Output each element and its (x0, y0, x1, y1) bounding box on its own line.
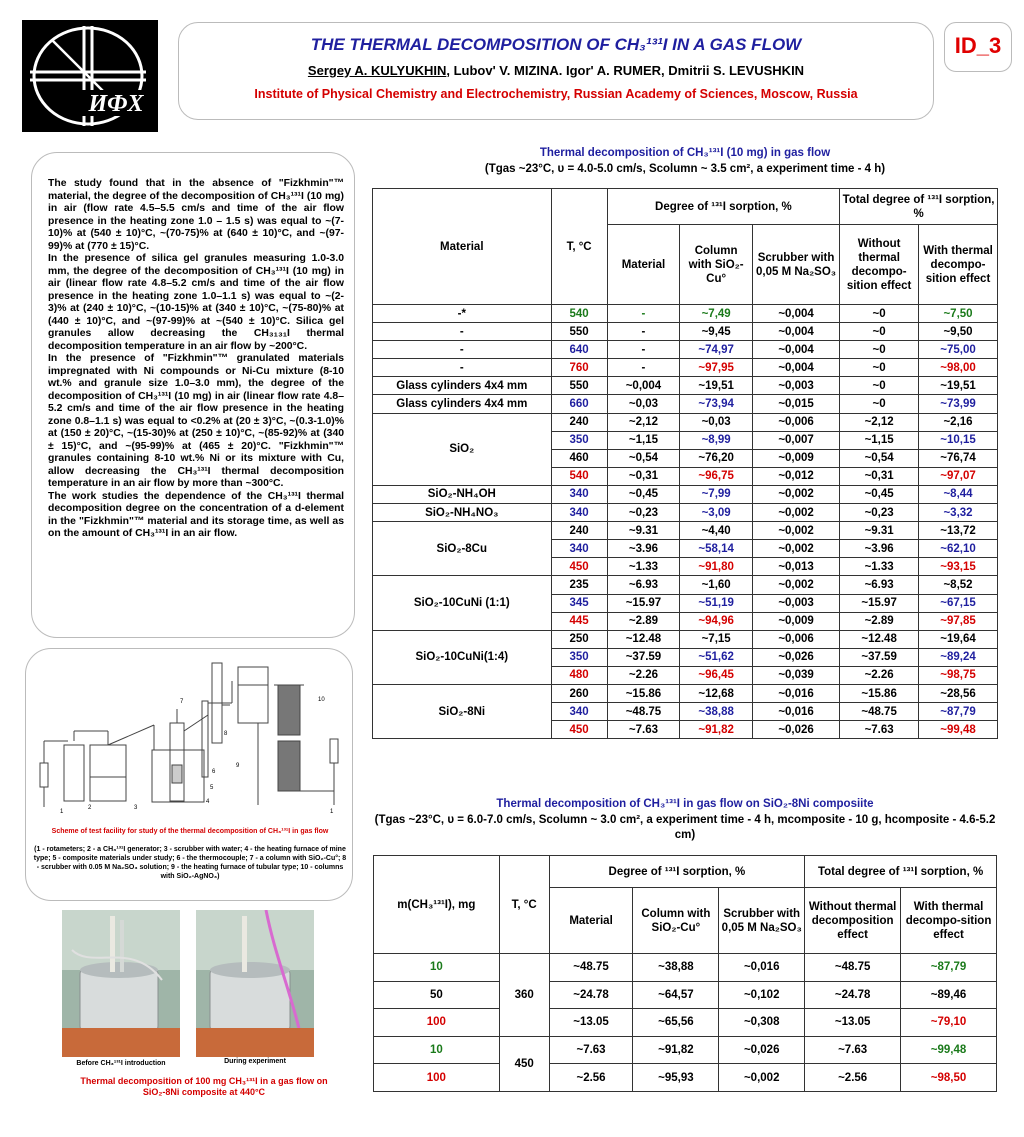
table-row (373, 576, 998, 594)
table2-title: Thermal decomposition of CH₃¹³¹I in gas flow on SiO₂-8Ni composiite (496, 798, 874, 810)
temperature-cell: 660 (551, 395, 607, 413)
temperature-cell: 340 (551, 485, 607, 503)
column-sorption-cell: ~0,03 (680, 413, 753, 431)
t1-sub-without: Without thermal decompo-sition effect (840, 225, 919, 305)
poster-header (178, 22, 934, 120)
total-without-cell: ~0,23 (840, 504, 919, 522)
mass-cell: 50 (374, 981, 500, 1009)
total-with-cell: ~89,46 (901, 981, 997, 1009)
temperature-cell: 540 (551, 305, 607, 323)
total-with-cell: ~97,07 (919, 467, 998, 485)
author-presenting: Sergey A. KULYUKHIN (307, 63, 447, 78)
t1-sub-column: Column with SiO₂-Cu° (680, 225, 753, 305)
table-row (373, 684, 998, 702)
total-without-cell: ~48.75 (840, 703, 919, 721)
total-without-cell: ~2,12 (840, 413, 919, 431)
scheme-panel (25, 648, 353, 901)
table-row (373, 485, 998, 503)
scrubber-sorption-cell: ~0,016 (752, 703, 839, 721)
photo-before (62, 910, 180, 1057)
total-with-cell: ~89,24 (919, 648, 998, 666)
total-without-cell: ~0 (840, 323, 919, 341)
material-sorption-cell: ~0,45 (607, 485, 680, 503)
scheme-label-6: 6 (212, 769, 216, 775)
scrubber-sorption-cell: ~0,102 (719, 981, 805, 1009)
total-without-cell: ~0 (840, 341, 919, 359)
material-sorption-cell: ~1,15 (607, 431, 680, 449)
scheme-label-9: 9 (236, 763, 240, 769)
total-with-cell: ~87,79 (901, 954, 997, 982)
mass-cell: 100 (374, 1064, 500, 1092)
total-with-cell: ~93,15 (919, 558, 998, 576)
temperature-cell: 640 (551, 341, 607, 359)
material-cell: -* (373, 305, 552, 323)
total-with-cell: ~73,99 (919, 395, 998, 413)
material-sorption-cell: ~13.05 (549, 1009, 633, 1037)
t1-header-sorption: Degree of ¹³¹I sorption, % (607, 189, 840, 225)
scrubber-sorption-cell: ~0,006 (752, 413, 839, 431)
column-sorption-cell: ~91,82 (680, 721, 753, 739)
scheme-label-1b: 1 (330, 809, 334, 815)
table1-title-block (372, 143, 998, 177)
column-sorption-cell: ~51,19 (680, 594, 753, 612)
total-without-cell: ~0,45 (840, 485, 919, 503)
material-sorption-cell: ~24.78 (549, 981, 633, 1009)
material-sorption-cell: ~2.89 (607, 612, 680, 630)
abstract-paragraph-1: The study found that in the absence of "Fizkhmin"™ material, the degree of the decomposition of CH₃¹³¹I (10 mg) in air (flow rate 4.5–5.5 cm/s and time of the air flow presence in the heating zone 1.0 – 1.5 s) was equal to ~(7-10)% at (540 ± 10)°C, ~(70-75)% at (640 ± 10)°C, and ~(97-99)% at (770 ± 15)°C. (48, 178, 344, 252)
t2-sub-without: Without thermal decomposition effect (805, 888, 901, 954)
table2-body (374, 954, 997, 1092)
material-cell: - (373, 341, 552, 359)
total-with-cell: ~98,00 (919, 359, 998, 377)
mass-cell: 100 (374, 1009, 500, 1037)
total-with-cell: ~87,79 (919, 703, 998, 721)
total-with-cell: ~76,74 (919, 449, 998, 467)
total-with-cell: ~8,52 (919, 576, 998, 594)
table-row (373, 341, 998, 359)
t1-sub-with: With thermal decompo-sition effect (919, 225, 998, 305)
scrubber-sorption-cell: ~0,002 (719, 1064, 805, 1092)
total-without-cell: ~48.75 (805, 954, 901, 982)
scrubber-sorption-cell: ~0,009 (752, 449, 839, 467)
total-with-cell: ~79,10 (901, 1009, 997, 1037)
column-sorption-cell: ~3,09 (680, 504, 753, 522)
scrubber-sorption-cell: ~0,026 (719, 1036, 805, 1064)
column-sorption-cell: ~38,88 (680, 703, 753, 721)
scheme-label-4: 4 (206, 799, 210, 805)
total-with-cell: ~10,15 (919, 431, 998, 449)
test-facility-scheme (34, 655, 346, 827)
temperature-cell: 550 (551, 323, 607, 341)
scrubber-sorption-cell: ~0,003 (752, 377, 839, 395)
material-sorption-cell: - (607, 341, 680, 359)
material-sorption-cell: ~15.86 (607, 684, 680, 702)
total-without-cell: ~0 (840, 377, 919, 395)
scrubber-sorption-cell: ~0,039 (752, 666, 839, 684)
column-sorption-cell: ~51,62 (680, 648, 753, 666)
institute: Institute of Physical Chemistry and Electrochemistry, Russian Academy of Sciences, Moscow, Russia (254, 87, 858, 101)
table-row (373, 359, 998, 377)
material-cell: - (373, 359, 552, 377)
scrubber-sorption-cell: ~0,007 (752, 431, 839, 449)
temperature-cell: 360 (499, 954, 549, 1037)
temperature-cell: 450 (551, 558, 607, 576)
temperature-cell: 340 (551, 540, 607, 558)
total-with-cell: ~98,50 (901, 1064, 997, 1092)
column-sorption-cell: ~38,88 (633, 954, 719, 982)
material-sorption-cell: ~7.63 (607, 721, 680, 739)
t2-header-sorption: Degree of ¹³¹I sorption, % (549, 856, 805, 888)
column-sorption-cell: ~9,45 (680, 323, 753, 341)
temperature-cell: 235 (551, 576, 607, 594)
scrubber-sorption-cell: ~0,004 (752, 341, 839, 359)
temperature-cell: 450 (551, 721, 607, 739)
scrubber-sorption-cell: ~0,026 (752, 721, 839, 739)
temperature-cell: 350 (551, 431, 607, 449)
material-cell: SiO₂-10CuNi(1:4) (373, 630, 552, 684)
temperature-cell: 445 (551, 612, 607, 630)
column-sorption-cell: ~97,95 (680, 359, 753, 377)
table1-title: Thermal decomposition of CH₃¹³¹I (10 mg) in gas flow (539, 147, 831, 159)
scrubber-sorption-cell: ~0,004 (752, 359, 839, 377)
total-without-cell: ~9.31 (840, 522, 919, 540)
total-without-cell: ~15.97 (840, 594, 919, 612)
scheme-label-1: 1 (60, 809, 64, 815)
total-without-cell: ~0 (840, 359, 919, 377)
scrubber-sorption-cell: ~0,009 (752, 612, 839, 630)
table2-title-block (373, 794, 997, 843)
mass-cell: 10 (374, 1036, 500, 1064)
table2 (373, 855, 997, 1092)
material-cell: Glass cylinders 4x4 mm (373, 395, 552, 413)
column-sorption-cell: ~4,40 (680, 522, 753, 540)
scrubber-sorption-cell: ~0,002 (752, 522, 839, 540)
temperature-cell: 240 (551, 522, 607, 540)
total-with-cell: ~99,48 (901, 1036, 997, 1064)
total-with-cell: ~9,50 (919, 323, 998, 341)
temperature-cell: 460 (551, 449, 607, 467)
material-sorption-cell: ~0,004 (607, 377, 680, 395)
total-without-cell: ~0 (840, 305, 919, 323)
mass-cell: 10 (374, 954, 500, 982)
scrubber-sorption-cell: ~0,006 (752, 630, 839, 648)
column-sorption-cell: ~96,75 (680, 467, 753, 485)
total-without-cell: ~2.89 (840, 612, 919, 630)
total-without-cell: ~6.93 (840, 576, 919, 594)
column-sorption-cell: ~64,57 (633, 981, 719, 1009)
total-with-cell: ~28,56 (919, 684, 998, 702)
material-sorption-cell: ~3.96 (607, 540, 680, 558)
material-sorption-cell: ~48.75 (549, 954, 633, 982)
poster-id: ID_3 (944, 22, 1012, 72)
material-sorption-cell: ~37.59 (607, 648, 680, 666)
total-with-cell: ~19,51 (919, 377, 998, 395)
table1-body (373, 305, 998, 739)
scheme-label-8: 8 (224, 731, 228, 737)
column-sorption-cell: ~95,93 (633, 1064, 719, 1092)
material-cell: SiO₂-NH₄OH (373, 485, 552, 503)
temperature-cell: 340 (551, 703, 607, 721)
column-sorption-cell: ~1,60 (680, 576, 753, 594)
total-without-cell: ~2.56 (805, 1064, 901, 1092)
temperature-cell: 760 (551, 359, 607, 377)
scrubber-sorption-cell: ~0,308 (719, 1009, 805, 1037)
column-sorption-cell: ~96,45 (680, 666, 753, 684)
total-without-cell: ~0,31 (840, 467, 919, 485)
abstract-paragraph-3: In the presence of "Fizkhmin"™ granulated materials impregnated with Ni compounds or Ni-Cu mixture (8-10 wt.% and granule size 1.0–3.0 mm), the degree of the decomposition of CH₃¹³¹I (10 mg) in air (linear flow rate 4.8–5.2 cm/s and time of the air flow presence in the heating zone 0.8–1.1 s) was equal to <0.2% at (20 ± 3)°C, ~(0.3-1.0)% at (150 ± 20)°C, ~(15-30)% at (250 ± 10)°C, ~(85-92)% at (340 ± 15)°C, and ~(95-99)% at (465 ± 20)°C. "Fizkhmin"™ granules containing 8-10 wt.% Ni or its mixture with Cu, allow decreasing the CH₃¹³¹I thermal decomposition temperature in an air flow by more than ~300°C. (48, 353, 344, 489)
temperature-cell: 480 (551, 666, 607, 684)
column-sorption-cell: ~91,82 (633, 1036, 719, 1064)
photo-during-caption: During experiment (224, 1058, 286, 1065)
abstract-paragraph-4: The work studies the dependence of the CH₃¹³¹I thermal decomposition degree on the concentration of a d-element in the "Fizkhmin"™ material and its storage time, as well as on the amount of CH₃¹³¹I in an air flow. (48, 490, 344, 539)
scrubber-sorption-cell: ~0,013 (752, 558, 839, 576)
table-row (374, 954, 997, 982)
total-with-cell: ~7,50 (919, 305, 998, 323)
material-sorption-cell: ~0,23 (607, 504, 680, 522)
temperature-cell: 350 (551, 648, 607, 666)
total-without-cell: ~24.78 (805, 981, 901, 1009)
table-row (373, 323, 998, 341)
material-sorption-cell: ~2.56 (549, 1064, 633, 1092)
temperature-cell: 540 (551, 467, 607, 485)
total-without-cell: ~0 (840, 395, 919, 413)
t2-header-total: Total degree of ¹³¹I sorption, % (805, 856, 997, 888)
table-row (373, 630, 998, 648)
material-cell: SiO₂-8Cu (373, 522, 552, 576)
material-sorption-cell: ~6.93 (607, 576, 680, 594)
column-sorption-cell: ~7,49 (680, 305, 753, 323)
material-sorption-cell: ~12.48 (607, 630, 680, 648)
authors (179, 63, 933, 78)
scheme-label-5: 5 (210, 785, 214, 791)
scrubber-sorption-cell: ~0,015 (752, 395, 839, 413)
material-sorption-cell: ~9.31 (607, 522, 680, 540)
total-without-cell: ~37.59 (840, 648, 919, 666)
table-row (374, 1009, 997, 1037)
column-sorption-cell: ~65,56 (633, 1009, 719, 1037)
column-sorption-cell: ~12,68 (680, 684, 753, 702)
scrubber-sorption-cell: ~0,026 (752, 648, 839, 666)
logo-text: ИФХ (88, 91, 144, 117)
scrubber-sorption-cell: ~0,004 (752, 323, 839, 341)
column-sorption-cell: ~58,14 (680, 540, 753, 558)
table-row (373, 377, 998, 395)
t2-sub-with: With thermal decompo-sition effect (901, 888, 997, 954)
total-with-cell: ~98,75 (919, 666, 998, 684)
column-sorption-cell: ~19,51 (680, 377, 753, 395)
material-sorption-cell: ~1.33 (607, 558, 680, 576)
total-with-cell: ~8,44 (919, 485, 998, 503)
column-sorption-cell: ~76,20 (680, 449, 753, 467)
total-without-cell: ~15.86 (840, 684, 919, 702)
scrubber-sorption-cell: ~0,004 (752, 305, 839, 323)
temperature-cell: 450 (499, 1036, 549, 1091)
scrubber-sorption-cell: ~0,002 (752, 504, 839, 522)
abstract-panel (31, 152, 355, 638)
scrubber-sorption-cell: ~0,016 (752, 684, 839, 702)
material-sorption-cell: ~2,12 (607, 413, 680, 431)
scrubber-sorption-cell: ~0,016 (719, 954, 805, 982)
temperature-cell: 550 (551, 377, 607, 395)
total-without-cell: ~13.05 (805, 1009, 901, 1037)
scrubber-sorption-cell: ~0,003 (752, 594, 839, 612)
photos-title: Thermal decomposition of 100 mg CH₃¹³¹I in a gas flow on SiO₂-8Ni composite at 440°C (80, 1076, 328, 1097)
scheme-label-3: 3 (134, 805, 138, 811)
material-sorption-cell: - (607, 305, 680, 323)
temperature-cell: 340 (551, 504, 607, 522)
total-without-cell: ~7.63 (805, 1036, 901, 1064)
poster-title: THE THERMAL DECOMPOSITION OF CH₃¹³¹I IN A GAS FLOW (310, 35, 802, 54)
table-row (373, 395, 998, 413)
abstract-paragraph-2: In the presence of silica gel granules measuring 1.0-3.0 mm, the degree of the decomposition of CH₃¹³¹I (10 mg) in air (linear flow rate 4.8–5.2 cm/s and time of the air flow presence in the heating zone 1.0–1.1 s) was equal to ~(2-3)% at (240 ± 10)°C, ~(10-15)% at (340 ± 10)°C, ~(75-80)% at (440 ± 10)°C, and ~(97-99)% at ~(540 ± 10)°C. Silica gel granules allow decreasing the CH₃₁₃₁I thermal decomposition temperature in an air flow by ~200°C. (48, 253, 344, 352)
t2-sub-scrubber: Scrubber with 0,05 M Na₂SO₃ (719, 888, 805, 954)
total-with-cell: ~2,16 (919, 413, 998, 431)
table-row (373, 305, 998, 323)
t1-sub-material: Material (607, 225, 680, 305)
scheme-title: Scheme of test facility for study of the thermal decomposition of CH₃¹³¹I in gas flow (51, 828, 329, 835)
column-sorption-cell: ~7,99 (680, 485, 753, 503)
material-sorption-cell: ~15.97 (607, 594, 680, 612)
table-row (374, 981, 997, 1009)
scrubber-sorption-cell: ~0,002 (752, 576, 839, 594)
material-cell: SiO₂-NH₄NO₃ (373, 504, 552, 522)
authors-rest: , Lubov' V. MIZINA. Igor' A. RUMER, Dmitrii S. LEVUSHKIN (446, 63, 805, 78)
table1 (372, 188, 998, 739)
scrubber-sorption-cell: ~0,002 (752, 485, 839, 503)
institute-logo (22, 20, 158, 132)
column-sorption-cell: ~73,94 (680, 395, 753, 413)
material-sorption-cell: ~2.26 (607, 666, 680, 684)
temperature-cell: 240 (551, 413, 607, 431)
total-with-cell: ~99,48 (919, 721, 998, 739)
material-sorption-cell: ~0,54 (607, 449, 680, 467)
t2-sub-material: Material (549, 888, 633, 954)
scheme-legend: (1 - rotameters; 2 - a CH₃¹³¹I generator; 3 - scrubber with water; 4 - the heating furnace of mine type; 5 - composite materials under study; 6 - the thermocouple; 7 - a column with SiO₂-Cu°; 8 - scrubber with 0.05 M Na₂SO₃ solution; 9 - the heating furnace of tubular type; 10 - columns with SiO₂-AgNO₃) (33, 846, 347, 880)
scheme-label-2: 2 (88, 805, 92, 811)
table-row (374, 1036, 997, 1064)
table-row (373, 504, 998, 522)
column-sorption-cell: ~8,99 (680, 431, 753, 449)
temperature-cell: 250 (551, 630, 607, 648)
total-with-cell: ~13,72 (919, 522, 998, 540)
total-with-cell: ~19,64 (919, 630, 998, 648)
column-sorption-cell: ~94,96 (680, 612, 753, 630)
table-row (374, 1064, 997, 1092)
total-with-cell: ~62,10 (919, 540, 998, 558)
total-without-cell: ~3.96 (840, 540, 919, 558)
material-sorption-cell: ~7.63 (549, 1036, 633, 1064)
table-row (373, 413, 998, 431)
total-without-cell: ~1.33 (840, 558, 919, 576)
material-sorption-cell: ~0,03 (607, 395, 680, 413)
t1-sub-scrubber: Scrubber with 0,05 M Na₂SO₃ (752, 225, 839, 305)
material-cell: SiO₂-8Ni (373, 684, 552, 738)
material-cell: - (373, 323, 552, 341)
table-row (373, 522, 998, 540)
total-without-cell: ~0,54 (840, 449, 919, 467)
t2-sub-column: Column with SiO₂-Cu° (633, 888, 719, 954)
material-sorption-cell: - (607, 323, 680, 341)
column-sorption-cell: ~7,15 (680, 630, 753, 648)
t2-header-temp: T, °C (499, 856, 549, 954)
scrubber-sorption-cell: ~0,002 (752, 540, 839, 558)
material-sorption-cell: ~48.75 (607, 703, 680, 721)
t2-header-mass: m(CH₃¹³¹I), mg (374, 856, 500, 954)
temperature-cell: 260 (551, 684, 607, 702)
total-with-cell: ~75,00 (919, 341, 998, 359)
table1-conditions: (Tgas ~23°C, υ = 4.0-5.0 cm/s, Scolumn ~ 3.5 cm², a experiment time - 4 h) (484, 163, 886, 175)
temperature-cell: 345 (551, 594, 607, 612)
material-cell: SiO₂ (373, 413, 552, 485)
total-with-cell: ~3,32 (919, 504, 998, 522)
t1-header-material: Material (373, 189, 552, 305)
total-without-cell: ~1,15 (840, 431, 919, 449)
scrubber-sorption-cell: ~0,012 (752, 467, 839, 485)
material-sorption-cell: ~0,31 (607, 467, 680, 485)
t1-header-total: Total degree of ¹³¹I sorption, % (840, 189, 998, 225)
total-without-cell: ~2.26 (840, 666, 919, 684)
photo-during (196, 910, 314, 1057)
scheme-label-10: 10 (318, 697, 325, 703)
material-cell: SiO₂-10CuNi (1:1) (373, 576, 552, 630)
material-cell: Glass cylinders 4x4 mm (373, 377, 552, 395)
column-sorption-cell: ~91,80 (680, 558, 753, 576)
total-without-cell: ~12.48 (840, 630, 919, 648)
photo-before-caption: Before CH₃¹³¹I introduction (76, 1060, 166, 1067)
total-with-cell: ~67,15 (919, 594, 998, 612)
total-without-cell: ~7.63 (840, 721, 919, 739)
column-sorption-cell: ~74,97 (680, 341, 753, 359)
scheme-label-7: 7 (180, 699, 184, 705)
table2-conditions: (Tgas ~23°C, υ = 6.0-7.0 cm/s, Scolumn ~ 3.0 cm², a experiment time - 4 h, mcomposite - 10 g, hcomposite - 4.6-5.2 cm) (374, 814, 996, 841)
t1-header-temp: T, °C (551, 189, 607, 305)
total-with-cell: ~97,85 (919, 612, 998, 630)
material-sorption-cell: - (607, 359, 680, 377)
